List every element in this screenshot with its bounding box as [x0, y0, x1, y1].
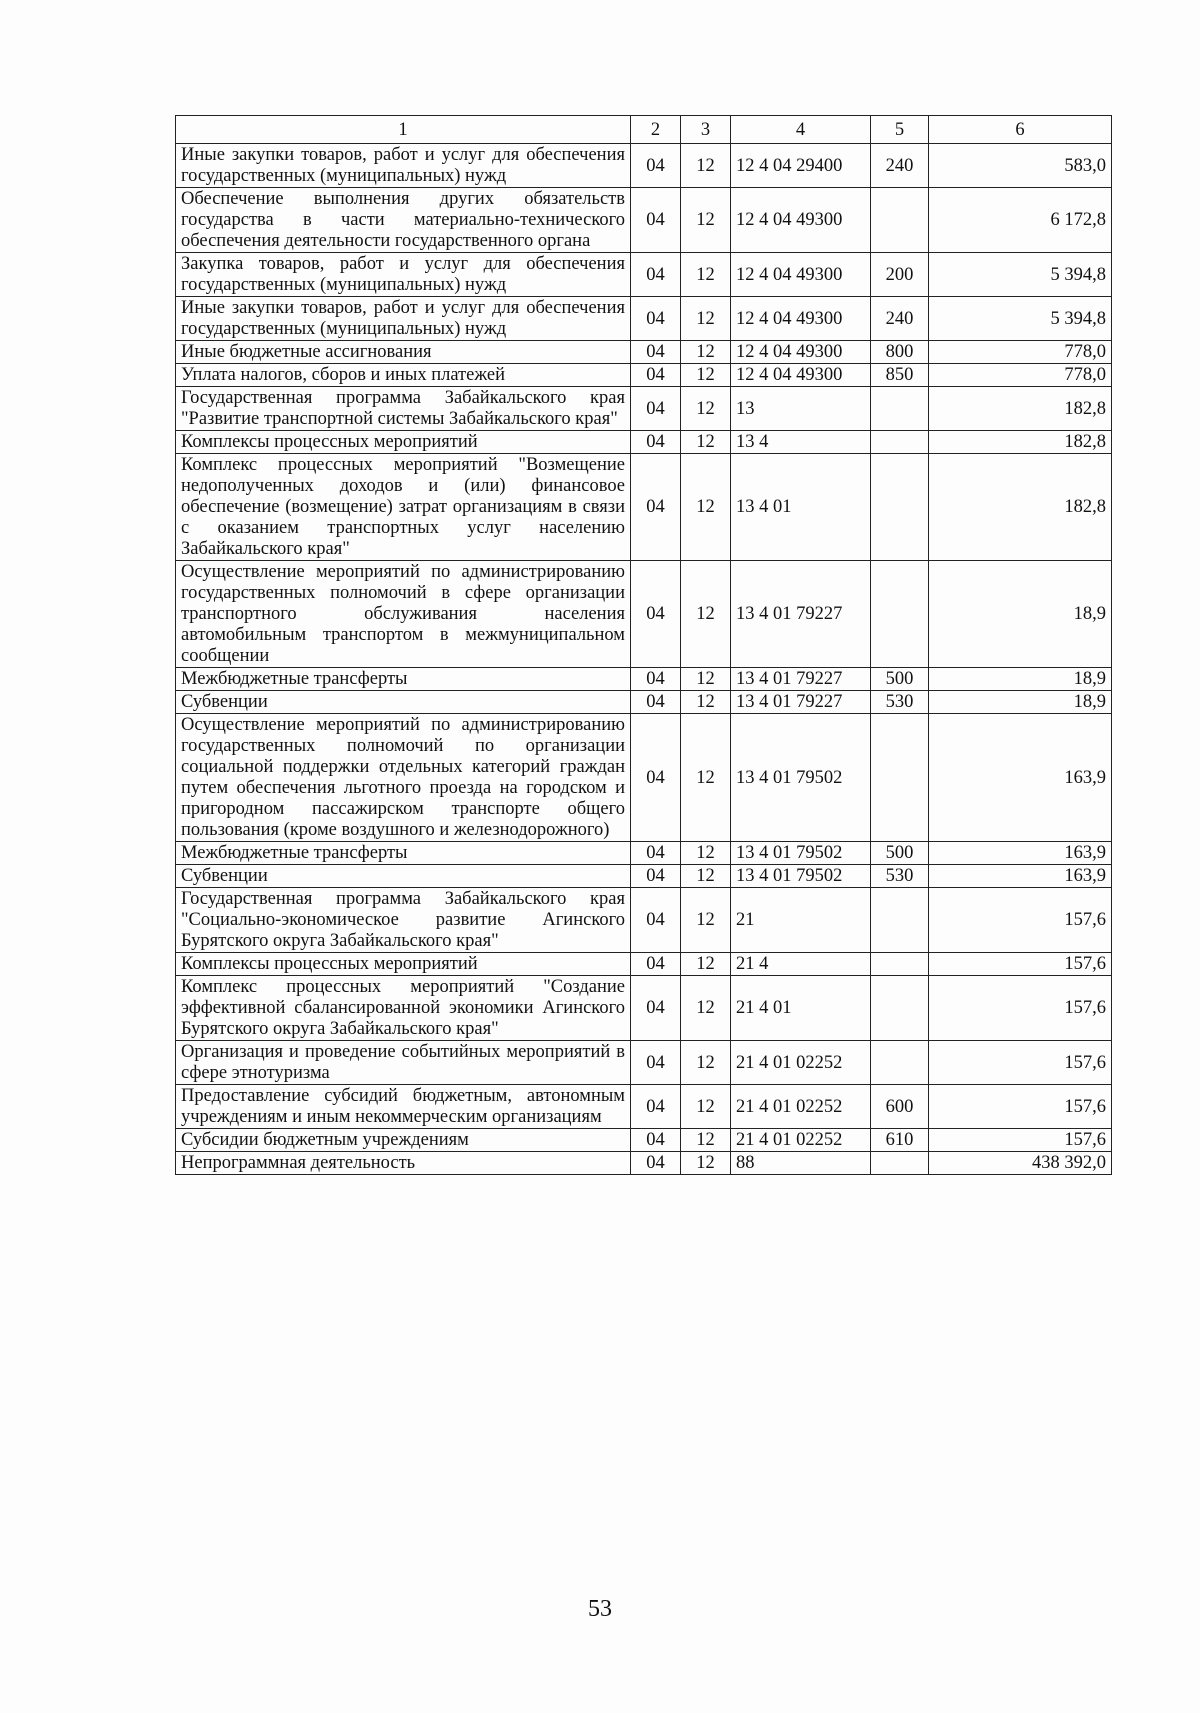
row-target-code-cell: 12 4 04 49300: [731, 341, 871, 364]
row-target-code-cell: 13: [731, 387, 871, 431]
row-name-cell: Государственная программа Забайкальского края "Развитие транспортной системы Забайкальского края": [176, 387, 631, 431]
row-expense-type-cell: 610: [871, 1129, 929, 1152]
row-target-code-cell: 12 4 04 49300: [731, 364, 871, 387]
header-col-4: 4: [731, 116, 871, 144]
row-expense-type-cell: 600: [871, 1085, 929, 1129]
row-amount-cell: 18,9: [929, 691, 1112, 714]
row-expense-type-cell: 240: [871, 144, 929, 188]
row-amount-cell: 583,0: [929, 144, 1112, 188]
row-amount-cell: 778,0: [929, 341, 1112, 364]
row-target-code-cell: 13 4: [731, 431, 871, 454]
row-name-cell: Государственная программа Забайкальского края "Социально-экономическое развитие Агинского Бурятского округа Забайкальского края": [176, 888, 631, 953]
row-amount-cell: 18,9: [929, 561, 1112, 668]
row-amount-cell: 182,8: [929, 454, 1112, 561]
row-section-cell: 04: [631, 253, 681, 297]
table-row: [176, 842, 1112, 865]
row-section-cell: 04: [631, 842, 681, 865]
table-row: [176, 1041, 1112, 1085]
row-section-cell: 04: [631, 691, 681, 714]
row-amount-cell: 163,9: [929, 714, 1112, 842]
row-expense-type-cell: 500: [871, 668, 929, 691]
row-target-code-cell: 21 4 01: [731, 976, 871, 1041]
row-section-cell: 04: [631, 714, 681, 842]
row-name-cell: Иные закупки товаров, работ и услуг для обеспечения государственных (муниципальных) нужд: [176, 144, 631, 188]
page-number: 53: [588, 1596, 612, 1622]
row-subsection-cell: 12: [681, 144, 731, 188]
row-name-cell: Закупка товаров, работ и услуг для обеспечения государственных (муниципальных) нужд: [176, 253, 631, 297]
row-subsection-cell: 12: [681, 253, 731, 297]
row-subsection-cell: 12: [681, 561, 731, 668]
row-name-cell: Уплата налогов, сборов и иных платежей: [176, 364, 631, 387]
row-target-code-cell: 13 4 01 79502: [731, 865, 871, 888]
budget-table: [175, 115, 1112, 1175]
row-amount-cell: 778,0: [929, 364, 1112, 387]
row-subsection-cell: 12: [681, 454, 731, 561]
row-expense-type-cell: [871, 976, 929, 1041]
row-section-cell: 04: [631, 561, 681, 668]
row-target-code-cell: 12 4 04 29400: [731, 144, 871, 188]
row-amount-cell: 18,9: [929, 668, 1112, 691]
row-name-cell: Иные закупки товаров, работ и услуг для обеспечения государственных (муниципальных) нужд: [176, 297, 631, 341]
row-expense-type-cell: [871, 561, 929, 668]
row-expense-type-cell: [871, 1041, 929, 1085]
row-subsection-cell: 12: [681, 865, 731, 888]
row-expense-type-cell: [871, 953, 929, 976]
row-name-cell: Комплекс процессных мероприятий "Возмещение недополученных доходов и (или) финансовое обеспечение (возмещение) затрат организациям в связи с оказанием транспортных услуг населению Забайкальского края": [176, 454, 631, 561]
row-amount-cell: 157,6: [929, 1085, 1112, 1129]
row-section-cell: 04: [631, 1085, 681, 1129]
row-target-code-cell: 21 4 01 02252: [731, 1085, 871, 1129]
row-target-code-cell: 13 4 01 79502: [731, 714, 871, 842]
header-col-1: 1: [176, 116, 631, 144]
row-expense-type-cell: [871, 454, 929, 561]
table-row: [176, 561, 1112, 668]
row-section-cell: 04: [631, 668, 681, 691]
row-amount-cell: 157,6: [929, 1129, 1112, 1152]
row-subsection-cell: 12: [681, 341, 731, 364]
row-name-cell: Организация и проведение событийных мероприятий в сфере этнотуризма: [176, 1041, 631, 1085]
row-target-code-cell: 13 4 01 79502: [731, 842, 871, 865]
row-name-cell: Межбюджетные трансферты: [176, 842, 631, 865]
row-section-cell: 04: [631, 865, 681, 888]
table-row: [176, 431, 1112, 454]
header-col-2: 2: [631, 116, 681, 144]
row-section-cell: 04: [631, 888, 681, 953]
row-amount-cell: 157,6: [929, 953, 1112, 976]
row-amount-cell: 157,6: [929, 888, 1112, 953]
row-target-code-cell: 12 4 04 49300: [731, 297, 871, 341]
row-name-cell: Обеспечение выполнения других обязательств государства в части материально-технического обеспечения деятельности государственного органа: [176, 188, 631, 253]
row-target-code-cell: 88: [731, 1152, 871, 1175]
row-subsection-cell: 12: [681, 691, 731, 714]
row-subsection-cell: 12: [681, 1085, 731, 1129]
row-expense-type-cell: 850: [871, 364, 929, 387]
row-amount-cell: 182,8: [929, 387, 1112, 431]
row-amount-cell: 6 172,8: [929, 188, 1112, 253]
row-target-code-cell: 13 4 01 79227: [731, 561, 871, 668]
row-amount-cell: 5 394,8: [929, 297, 1112, 341]
row-name-cell: Межбюджетные трансферты: [176, 668, 631, 691]
row-name-cell: Осуществление мероприятий по администрированию государственных полномочий в сфере организации транспортного обслуживания населения автомобильным транспортом в межмуниципальном сообщении: [176, 561, 631, 668]
row-expense-type-cell: [871, 188, 929, 253]
row-expense-type-cell: [871, 888, 929, 953]
row-expense-type-cell: [871, 714, 929, 842]
row-subsection-cell: 12: [681, 364, 731, 387]
table-row: [176, 953, 1112, 976]
table-row: [176, 1129, 1112, 1152]
table-row: [176, 888, 1112, 953]
row-name-cell: Осуществление мероприятий по администрированию государственных полномочий по организации социальной поддержки отдельных категорий граждан путем обеспечения льготного проезда на городском и пригородном пассажирском транспорте общего пользования (кроме воздушного и железнодорожного): [176, 714, 631, 842]
table-body: [176, 144, 1112, 1175]
row-section-cell: 04: [631, 188, 681, 253]
row-target-code-cell: 13 4 01: [731, 454, 871, 561]
header-col-3: 3: [681, 116, 731, 144]
row-amount-cell: 157,6: [929, 1041, 1112, 1085]
header-col-6: 6: [929, 116, 1112, 144]
row-name-cell: Субвенции: [176, 865, 631, 888]
table-row: [176, 297, 1112, 341]
row-section-cell: 04: [631, 976, 681, 1041]
row-name-cell: Субсидии бюджетным учреждениям: [176, 1129, 631, 1152]
row-target-code-cell: 12 4 04 49300: [731, 188, 871, 253]
table-row: [176, 1152, 1112, 1175]
row-amount-cell: 182,8: [929, 431, 1112, 454]
row-section-cell: 04: [631, 1152, 681, 1175]
row-expense-type-cell: 240: [871, 297, 929, 341]
table-row: [176, 691, 1112, 714]
row-target-code-cell: 21 4 01 02252: [731, 1041, 871, 1085]
table-row: [176, 714, 1112, 842]
row-expense-type-cell: [871, 1152, 929, 1175]
table-row: [176, 364, 1112, 387]
row-subsection-cell: 12: [681, 297, 731, 341]
table-row: [176, 144, 1112, 188]
row-subsection-cell: 12: [681, 1041, 731, 1085]
table-row: [176, 387, 1112, 431]
table-row: [176, 341, 1112, 364]
row-subsection-cell: 12: [681, 976, 731, 1041]
row-subsection-cell: 12: [681, 1129, 731, 1152]
table-row: [176, 253, 1112, 297]
row-subsection-cell: 12: [681, 714, 731, 842]
table-row: [176, 865, 1112, 888]
row-section-cell: 04: [631, 341, 681, 364]
row-amount-cell: 163,9: [929, 865, 1112, 888]
table-row: [176, 454, 1112, 561]
row-subsection-cell: 12: [681, 888, 731, 953]
row-section-cell: 04: [631, 1041, 681, 1085]
row-amount-cell: 438 392,0: [929, 1152, 1112, 1175]
row-amount-cell: 163,9: [929, 842, 1112, 865]
table-row: [176, 668, 1112, 691]
table-row: [176, 188, 1112, 253]
row-subsection-cell: 12: [681, 188, 731, 253]
row-subsection-cell: 12: [681, 1152, 731, 1175]
row-subsection-cell: 12: [681, 387, 731, 431]
row-target-code-cell: 13 4 01 79227: [731, 691, 871, 714]
row-target-code-cell: 21 4: [731, 953, 871, 976]
row-subsection-cell: 12: [681, 842, 731, 865]
row-section-cell: 04: [631, 297, 681, 341]
row-section-cell: 04: [631, 454, 681, 561]
row-subsection-cell: 12: [681, 431, 731, 454]
row-amount-cell: 157,6: [929, 976, 1112, 1041]
table-row: [176, 1085, 1112, 1129]
row-subsection-cell: 12: [681, 668, 731, 691]
row-name-cell: Субвенции: [176, 691, 631, 714]
table-row: [176, 976, 1112, 1041]
row-expense-type-cell: 500: [871, 842, 929, 865]
row-expense-type-cell: [871, 387, 929, 431]
row-section-cell: 04: [631, 144, 681, 188]
table-header-row: [176, 116, 1112, 144]
row-name-cell: Предоставление субсидий бюджетным, автономным учреждениям и иным некоммерческим организациям: [176, 1085, 631, 1129]
row-expense-type-cell: 800: [871, 341, 929, 364]
row-expense-type-cell: 530: [871, 865, 929, 888]
row-expense-type-cell: 530: [871, 691, 929, 714]
row-target-code-cell: 13 4 01 79227: [731, 668, 871, 691]
row-target-code-cell: 12 4 04 49300: [731, 253, 871, 297]
row-section-cell: 04: [631, 953, 681, 976]
row-amount-cell: 5 394,8: [929, 253, 1112, 297]
row-section-cell: 04: [631, 364, 681, 387]
row-name-cell: Комплекс процессных мероприятий "Создание эффективной сбалансированной экономики Агинского Бурятского округа Забайкальского края": [176, 976, 631, 1041]
row-expense-type-cell: 200: [871, 253, 929, 297]
row-name-cell: Комплексы процессных мероприятий: [176, 431, 631, 454]
row-section-cell: 04: [631, 387, 681, 431]
row-expense-type-cell: [871, 431, 929, 454]
row-subsection-cell: 12: [681, 953, 731, 976]
row-section-cell: 04: [631, 431, 681, 454]
row-target-code-cell: 21: [731, 888, 871, 953]
row-target-code-cell: 21 4 01 02252: [731, 1129, 871, 1152]
row-section-cell: 04: [631, 1129, 681, 1152]
header-col-5: 5: [871, 116, 929, 144]
row-name-cell: Комплексы процессных мероприятий: [176, 953, 631, 976]
row-name-cell: Иные бюджетные ассигнования: [176, 341, 631, 364]
row-name-cell: Непрограммная деятельность: [176, 1152, 631, 1175]
